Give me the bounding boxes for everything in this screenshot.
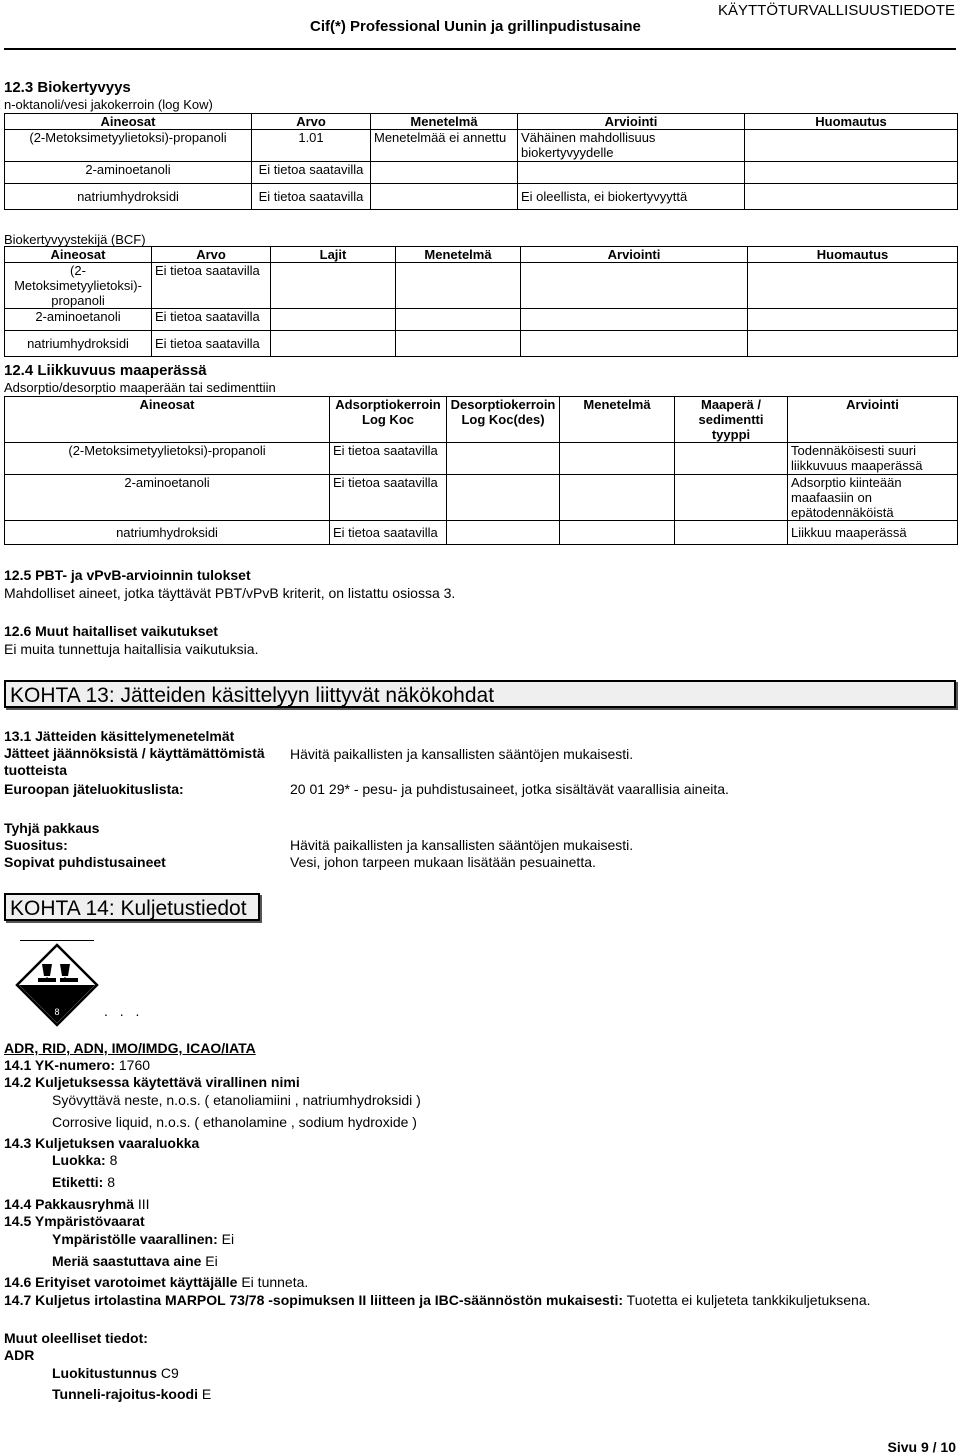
column-header: Desorptiokerroin Log Koc(des) <box>447 397 560 443</box>
un-number-value: 1760 <box>118 1057 151 1073</box>
table-cell <box>518 162 745 184</box>
label-value: 8 <box>107 1174 116 1190</box>
section-12-4-title: 12.4 Liikkuvuus maaperässä <box>4 362 207 379</box>
class-value: 8 <box>109 1152 118 1168</box>
table-cell <box>675 475 788 521</box>
header-rule <box>4 48 956 50</box>
classification-code-label: Luokitustunnus <box>52 1365 157 1381</box>
column-header: Arviointi <box>518 114 745 130</box>
column-header: Lajit <box>271 247 396 263</box>
table-cell <box>745 130 958 162</box>
tunnel-code-row <box>52 1386 211 1403</box>
marine-pollutant-value: Ei <box>205 1253 218 1269</box>
empty-packaging-title: Tyhjä pakkaus <box>4 820 100 836</box>
table-row <box>5 475 958 521</box>
section-13-heading: KOHTA 13: Jätteiden käsittelyyn liittyvät näkökohdat <box>4 680 956 708</box>
section-12-6-text: Ei muita tunnettuja haitallisia vaikutuksia. <box>4 641 259 657</box>
label-row <box>52 1174 115 1191</box>
label-label: Etiketti: <box>52 1174 104 1190</box>
bulk-transport-label: 14.7 Kuljetus irtolastina MARPOL 73/78 -sopimuksen II liitteen ja IBC-säännöstön mukaisesti: <box>4 1292 624 1308</box>
pictogram-dots: . . . <box>104 1003 144 1019</box>
table-cell: Ei tietoa saatavilla <box>330 475 447 521</box>
classification-code-row <box>52 1365 179 1382</box>
table-cell <box>745 162 958 184</box>
table-cell: Ei tietoa saatavilla <box>252 162 371 184</box>
packaging-recommendation-value: Hävitä paikallisten ja kansallisten sääntöjen mukaisesti. <box>290 837 634 853</box>
table-cell: Ei tietoa saatavilla <box>330 443 447 475</box>
marine-pollutant-row <box>52 1253 218 1270</box>
section-12-5-text: Mahdolliset aineet, jotka täyttävät PBT/vPvB kriterit, on listattu osiossa 3. <box>4 585 456 601</box>
table-row <box>5 331 958 357</box>
table-cell: natriumhydroksidi <box>5 184 252 210</box>
log-kow-table <box>4 113 958 210</box>
adsorption-table <box>4 396 958 545</box>
waste-catalogue-label: Euroopan jäteluokituslista: <box>4 781 184 797</box>
table-cell: Ei tietoa saatavilla <box>152 331 271 357</box>
table-cell <box>447 521 560 545</box>
table-header-row <box>5 397 958 443</box>
column-header: Arviointi <box>521 247 748 263</box>
table-cell: (2-Metoksimetyylietoksi)-propanoli <box>5 130 252 162</box>
column-header: Maaperä / sedimentti tyyppi <box>675 397 788 443</box>
column-header: Aineosat <box>5 397 330 443</box>
column-header: Menetelmä <box>560 397 675 443</box>
column-header: Aineosat <box>5 247 152 263</box>
marine-pollutant-label: Meriä saastuttava aine <box>52 1253 202 1269</box>
table-cell <box>521 331 748 357</box>
table-cell: 2-aminoetanoli <box>5 309 152 331</box>
table-cell <box>560 443 675 475</box>
env-hazard-label: Ympäristölle vaarallinen: <box>52 1231 218 1247</box>
document-type: KÄYTTÖTURVALLISUUSTIEDOTE <box>718 2 955 19</box>
table-cell: Ei tietoa saatavilla <box>152 263 271 309</box>
column-header: Huomautus <box>745 114 958 130</box>
shipping-name-label: 14.2 Kuljetuksessa käytettävä virallinen nimi <box>4 1074 300 1090</box>
tunnel-code-label: Tunneli-rajoitus-koodi <box>52 1386 198 1402</box>
bulk-transport-value: Tuotetta ei kuljeteta tankkikuljetuksena. <box>626 1292 871 1308</box>
hazard-class-label: 14.3 Kuljetuksen vaaraluokka <box>4 1135 200 1151</box>
classification-code-value: C9 <box>160 1365 179 1381</box>
table-cell <box>371 184 518 210</box>
table-cell: 2-aminoetanoli <box>5 162 252 184</box>
table-cell <box>745 184 958 210</box>
table-cell <box>447 443 560 475</box>
table-cell <box>396 331 521 357</box>
pictogram-class-label: 8 <box>54 1007 60 1017</box>
packaging-recommendation-label: Suositus: <box>4 837 68 853</box>
table-cell <box>447 475 560 521</box>
table-cell: Liikkuu maaperässä <box>788 521 958 545</box>
adr-label: ADR <box>4 1347 35 1363</box>
section-12-3-title: 12.3 Biokertyvyys <box>4 79 131 96</box>
packing-group-row <box>4 1196 150 1213</box>
table-cell <box>396 309 521 331</box>
table-cell <box>271 331 396 357</box>
waste-residues-value: Hävitä paikallisten ja kansallisten sääntöjen mukaisesti. <box>290 746 634 762</box>
column-header: Menetelmä <box>396 247 521 263</box>
table-cell <box>271 263 396 309</box>
table-cell <box>521 309 748 331</box>
table-cell <box>675 443 788 475</box>
section-12-4-subtitle: Adsorptio/desorptio maaperään tai sedimenttiin <box>4 380 276 395</box>
table-row <box>5 162 958 184</box>
waste-catalogue-value: 20 01 29* - pesu- ja puhdistusaineet, jotka sisältävät vaarallisia aineita. <box>290 781 729 797</box>
table-cell: 2-aminoetanoli <box>5 475 330 521</box>
table-cell: (2-Metoksimetyylietoksi)-propanoli <box>5 263 152 309</box>
un-number-row <box>4 1057 150 1074</box>
table-cell: 1.01 <box>252 130 371 162</box>
table-cell <box>675 521 788 545</box>
section-12-6-title: 12.6 Muut haitalliset vaikutukset <box>4 623 218 639</box>
transport-regulations: ADR, RID, ADN, IMO/IMDG, ICAO/IATA <box>4 1040 256 1056</box>
table-header-row <box>5 114 958 130</box>
product-name: Cif(*) Professional Uunin ja grillinpudistusaine <box>310 18 641 35</box>
column-header: Huomautus <box>748 247 958 263</box>
tunnel-code-value: E <box>201 1386 212 1402</box>
table-row <box>5 443 958 475</box>
other-info-label: Muut oleelliset tiedot: <box>4 1330 148 1346</box>
section-12-3-subtitle: n-oktanoli/vesi jakokerroin (log Kow) <box>4 97 213 112</box>
table-cell <box>371 162 518 184</box>
table-cell: Menetelmää ei annettu <box>371 130 518 162</box>
column-header: Arvo <box>252 114 371 130</box>
table-cell: (2-Metoksimetyylietoksi)-propanoli <box>5 443 330 475</box>
packing-group-value: III <box>137 1196 150 1212</box>
column-header: Aineosat <box>5 114 252 130</box>
section-12-5-title: 12.5 PBT- ja vPvB-arvioinnin tulokset <box>4 567 251 583</box>
bcf-label: Biokertyvyystekijä (BCF) <box>4 232 146 247</box>
table-cell <box>521 263 748 309</box>
table-cell: Ei tietoa saatavilla <box>330 521 447 545</box>
column-header: Adsorptiokerroin Log Koc <box>330 397 447 443</box>
table-cell <box>271 309 396 331</box>
table-cell <box>748 331 958 357</box>
pictogram-rule <box>20 940 94 941</box>
table-cell <box>748 263 958 309</box>
table-cell: Adsorptio kiinteään maafaasiin on epätodennäköistä <box>788 475 958 521</box>
table-cell <box>748 309 958 331</box>
table-cell <box>560 521 675 545</box>
table-cell: Ei tietoa saatavilla <box>252 184 371 210</box>
section-14-heading: KOHTA 14: Kuljetustiedot <box>4 893 260 921</box>
column-header: Arvo <box>152 247 271 263</box>
table-row <box>5 309 958 331</box>
table-cell: natriumhydroksidi <box>5 331 152 357</box>
table-row <box>5 521 958 545</box>
column-header: Menetelmä <box>371 114 518 130</box>
class-row <box>52 1152 117 1169</box>
page-number: Sivu 9 / 10 <box>887 1439 956 1455</box>
table-cell: Ei tietoa saatavilla <box>152 309 271 331</box>
env-hazard-row <box>52 1231 234 1248</box>
special-precautions-label: 14.6 Erityiset varotoimet käyttäjälle <box>4 1274 238 1290</box>
bcf-table <box>4 246 958 357</box>
cleaning-agents-value: Vesi, johon tarpeen mukaan lisätään pesuainetta. <box>290 854 596 870</box>
table-cell <box>396 263 521 309</box>
table-cell <box>560 475 675 521</box>
waste-residues-label: Jätteet jäännöksistä / käyttämättömistä tuotteista <box>4 745 265 778</box>
cleaning-agents-label: Sopivat puhdistusaineet <box>4 854 166 870</box>
bulk-transport-row <box>4 1292 871 1309</box>
shipping-name-en: Corrosive liquid, n.o.s. ( ethanolamine , sodium hydroxide ) <box>52 1114 417 1130</box>
table-cell: Ei oleellista, ei biokertyvyyttä <box>518 184 745 210</box>
table-row <box>5 263 958 309</box>
table-cell: natriumhydroksidi <box>5 521 330 545</box>
table-row <box>5 130 958 162</box>
special-precautions-value: Ei tunneta. <box>241 1274 309 1290</box>
table-row <box>5 184 958 210</box>
table-cell: Vähäinen mahdollisuus biokertyvyydelle <box>518 130 745 162</box>
env-hazard-value: Ei <box>221 1231 235 1247</box>
corrosive-pictogram-icon <box>14 942 100 1028</box>
env-hazards-label: 14.5 Ympäristövaarat <box>4 1213 145 1229</box>
shipping-name-fi: Syövyttävä neste, n.o.s. ( etanoliamiini , natriumhydroksidi ) <box>52 1092 421 1108</box>
special-precautions-row <box>4 1274 308 1291</box>
section-13-1-title: 13.1 Jätteiden käsittelymenetelmät <box>4 728 235 744</box>
packing-group-label: 14.4 Pakkausryhmä <box>4 1196 134 1212</box>
class-label: Luokka: <box>52 1152 106 1168</box>
table-cell: Todennäköisesti suuri liikkuvuus maaperässä <box>788 443 958 475</box>
table-header-row <box>5 247 958 263</box>
column-header: Arviointi <box>788 397 958 443</box>
un-number-label: 14.1 YK-numero: <box>4 1057 115 1073</box>
